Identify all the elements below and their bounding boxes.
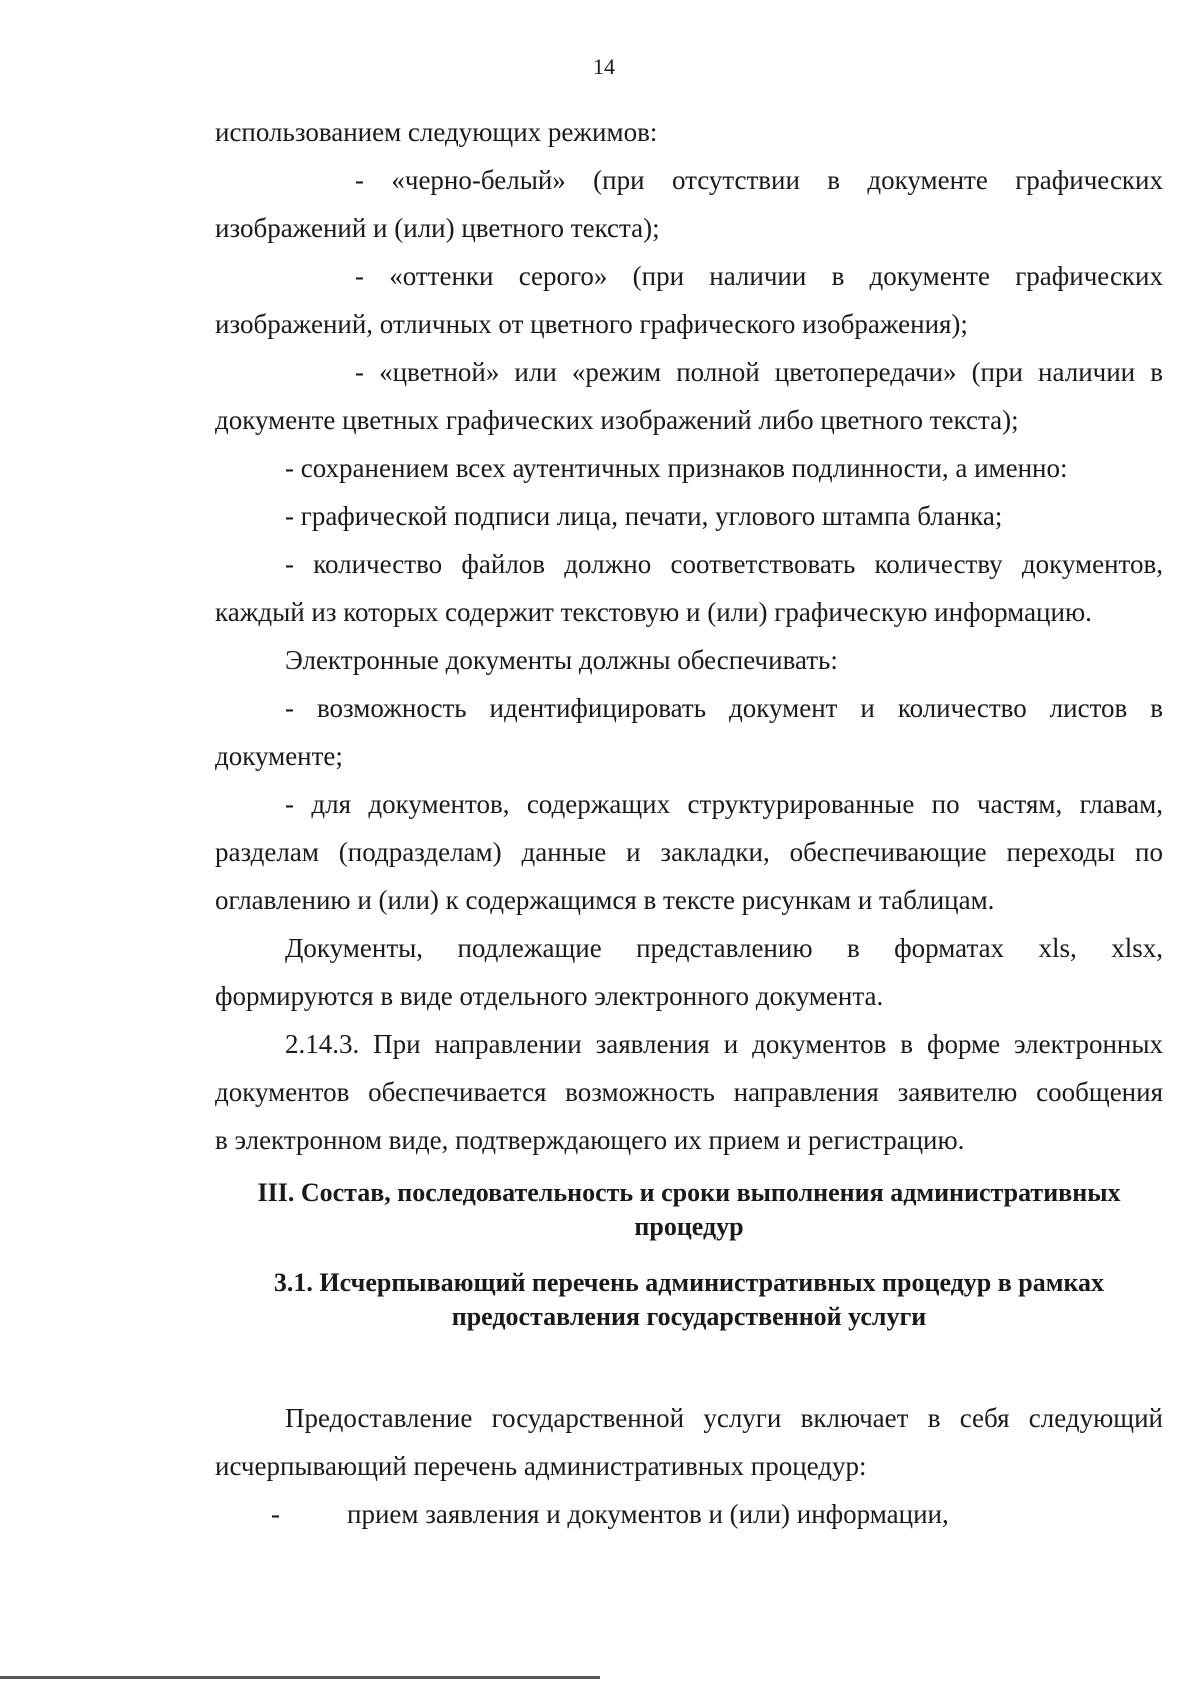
text-line: изображений и (или) цветного текста);	[215, 213, 660, 243]
section-heading	[215, 1176, 1163, 1244]
text-line: - графической подписи лица, печати, углового штампа бланка;	[285, 501, 1003, 531]
text-line: формируются в виде отдельного электронного документа.	[215, 981, 884, 1011]
paragraph-list-item	[215, 444, 1163, 492]
paragraph-list-item	[215, 780, 1163, 924]
list-dash: -	[271, 1499, 280, 1529]
text-line: - количество файлов должно соответствовать количеству документов,	[285, 549, 1163, 579]
text-line: - сохранением всех аутентичных признаков подлинности, а именно:	[285, 453, 1068, 483]
heading-line: III. Состав, последовательность и сроки выполнения административных	[257, 1178, 1121, 1207]
text-line: - «цветной» или «режим полной цветопередачи» (при наличии в	[355, 357, 1163, 387]
paragraph-list-item	[215, 684, 1163, 780]
text-line: каждый из которых содержит текстовую и (или) графическую информацию.	[215, 597, 1092, 627]
paragraph-list-item	[215, 252, 1163, 348]
paragraph-list-item	[215, 348, 1163, 444]
text-line: - «черно-белый» (при отсутствии в документе графических	[355, 165, 1163, 195]
text-line: в электронном виде, подтверждающего их прием и регистрацию.	[215, 1125, 965, 1155]
subsection-heading	[215, 1266, 1163, 1334]
text-line: - возможность идентифицировать документ и количество листов в	[285, 693, 1163, 723]
text-line: Документы, подлежащие представлению в форматах xls, xlsx,	[285, 933, 1163, 963]
text-line: - «оттенки серого» (при наличии в документе графических	[355, 261, 1163, 291]
text-line: документов обеспечивается возможность направления заявителю сообщения	[215, 1077, 1163, 1107]
heading-line: процедур	[634, 1212, 744, 1241]
text-line: разделам (подразделам) данные и закладки, обеспечивающие переходы по	[215, 837, 1163, 867]
paragraph-list-item	[215, 156, 1163, 252]
text-line: использованием следующих режимов:	[215, 117, 658, 147]
text-line: документе цветных графических изображений либо цветного текста);	[215, 405, 1019, 435]
paragraph	[215, 1020, 1163, 1164]
text-line: исчерпывающий перечень административных процедур:	[215, 1451, 867, 1481]
paragraph	[215, 108, 1163, 156]
text-line: изображений, отличных от цветного графического изображения);	[215, 309, 968, 339]
list-item	[215, 1490, 1163, 1538]
text-line: - для документов, содержащих структурированные по частям, главам,	[285, 789, 1163, 819]
paragraph-list-item	[215, 540, 1163, 636]
footer-rule	[0, 1676, 600, 1679]
text-line: документе;	[215, 741, 343, 771]
paragraph	[215, 636, 1163, 684]
list-item-text: прием заявления и документов и (или) информации,	[347, 1499, 949, 1529]
paragraph	[215, 924, 1163, 1020]
paragraph-list-item	[215, 492, 1163, 540]
paragraph	[215, 1394, 1163, 1490]
text-line: 2.14.3. При направлении заявления и документов в форме электронных	[285, 1029, 1163, 1059]
page-number: 14	[593, 54, 615, 79]
heading-line: 3.1. Исчерпывающий перечень административных процедур в рамках	[273, 1268, 1105, 1297]
spacer	[215, 1334, 1163, 1394]
text-line: Предоставление государственной услуги включает в себя следующий	[285, 1403, 1163, 1433]
document-body	[215, 108, 1163, 1538]
text-line: оглавлению и (или) к содержащимся в тексте рисункам и таблицам.	[215, 885, 995, 915]
text-line: Электронные документы должны обеспечивать:	[285, 645, 838, 675]
heading-line: предоставления государственной услуги	[451, 1302, 927, 1331]
